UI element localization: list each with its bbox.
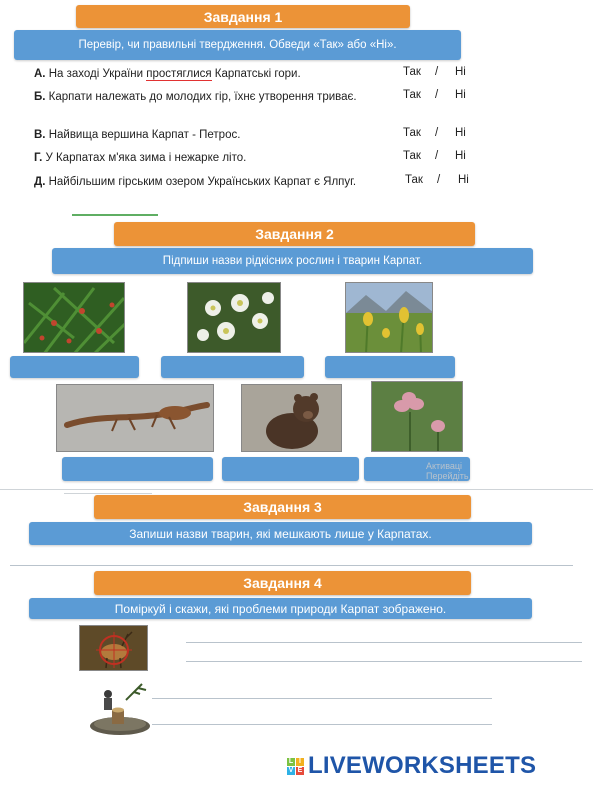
statement-h: [34, 150, 384, 166]
statement-text: Найбільшим гірським озером Українських Карпат є Ялпуг.: [48, 176, 357, 188]
logo-letter: I: [296, 758, 304, 766]
option-yes-d[interactable]: Так: [405, 174, 423, 186]
statement-b: [34, 89, 366, 105]
answer-line-task4-4[interactable]: [152, 724, 492, 725]
green-divider: [72, 214, 158, 216]
statement-underlined-word: простяглися: [146, 68, 212, 80]
option-yes-h[interactable]: Так: [403, 150, 421, 162]
option-yes-a[interactable]: Так: [403, 66, 421, 78]
small-divider: [64, 493, 152, 494]
task4-title: Завдання 4: [94, 571, 471, 595]
page-separator: [0, 489, 593, 490]
logo-letter: V: [288, 767, 294, 774]
answer-line-task4-3[interactable]: [152, 698, 492, 699]
option-slash: /: [435, 66, 439, 78]
option-slash: /: [437, 174, 441, 186]
task2-instruction: Підпиши назви рідкісних рослин і тварин Карпат.: [52, 248, 533, 274]
option-no-v[interactable]: Ні: [455, 127, 466, 139]
activation-hint-line1: Активаці: [426, 461, 463, 471]
activation-hint: [426, 461, 469, 481]
task3-title: Завдання 3: [94, 495, 471, 519]
statement-text-end: Карпатські гори.: [211, 68, 301, 80]
liveworksheets-logo: [287, 752, 536, 780]
option-no-d[interactable]: Ні: [458, 174, 469, 186]
statement-v: [34, 127, 384, 143]
logo-grid-icon: [287, 758, 304, 775]
option-no-b[interactable]: Ні: [455, 89, 466, 101]
logo-letter: E: [297, 767, 303, 774]
statement-letter: Д.: [34, 176, 46, 188]
logo-text: LIVEWORKSHEETS: [308, 752, 537, 779]
option-no-h[interactable]: Ні: [455, 150, 466, 162]
yellow-gentian-photo: [345, 282, 433, 353]
statement-text: Карпати належать до молодих гір, їхнє утворення триває.: [48, 91, 357, 103]
option-slash: /: [435, 89, 439, 101]
edelweiss-photo: [187, 282, 281, 353]
statement-letter: Г.: [34, 152, 43, 164]
statement-text: Найвища вершина Карпат - Петрос.: [48, 129, 241, 141]
logo-letter: L: [288, 758, 294, 765]
answer-box-3[interactable]: [325, 356, 455, 378]
answer-box-5[interactable]: [222, 457, 359, 481]
answer-line-task4-1[interactable]: [186, 642, 582, 643]
option-no-a[interactable]: Ні: [455, 66, 466, 78]
task2-title: Завдання 2: [114, 222, 475, 246]
option-yes-v[interactable]: Так: [403, 127, 421, 139]
poaching-deer-image: [79, 625, 148, 671]
statement-text: У Карпатах м'яка зима і нежарке літо.: [45, 152, 247, 164]
option-yes-b[interactable]: Так: [403, 89, 421, 101]
newt-photo: [56, 384, 214, 452]
deforestation-image: [88, 680, 152, 736]
option-slash: /: [435, 150, 439, 162]
activation-hint-line2: Перейдіть: [426, 471, 469, 481]
answer-box-1[interactable]: [10, 356, 139, 378]
statement-text: На заході України: [48, 68, 147, 80]
option-slash: /: [435, 127, 439, 139]
answer-box-4[interactable]: [62, 457, 213, 481]
task1-title: Завдання 1: [76, 5, 410, 28]
statement-letter: В.: [34, 129, 46, 141]
statement-d: [34, 174, 366, 190]
statement-letter: Б.: [34, 91, 46, 103]
answer-box-2[interactable]: [161, 356, 304, 378]
task4-instruction: Поміркуй і скажи, які проблеми природи Карпат зображено.: [29, 598, 532, 619]
task1-instruction: Перевір, чи правильні твердження. Обведи «Так» або «Ні».: [14, 30, 461, 60]
statement-a: [34, 66, 384, 82]
lily-photo: [371, 381, 463, 452]
answer-line-task4-2[interactable]: [186, 661, 582, 662]
statement-letter: А.: [34, 68, 46, 80]
bear-cub-photo: [241, 384, 342, 452]
answer-line-task3[interactable]: [10, 565, 573, 566]
task3-instruction: Запиши назви тварин, які мешкають лише у Карпатах.: [29, 522, 532, 545]
yew-shrub-photo: [23, 282, 125, 353]
